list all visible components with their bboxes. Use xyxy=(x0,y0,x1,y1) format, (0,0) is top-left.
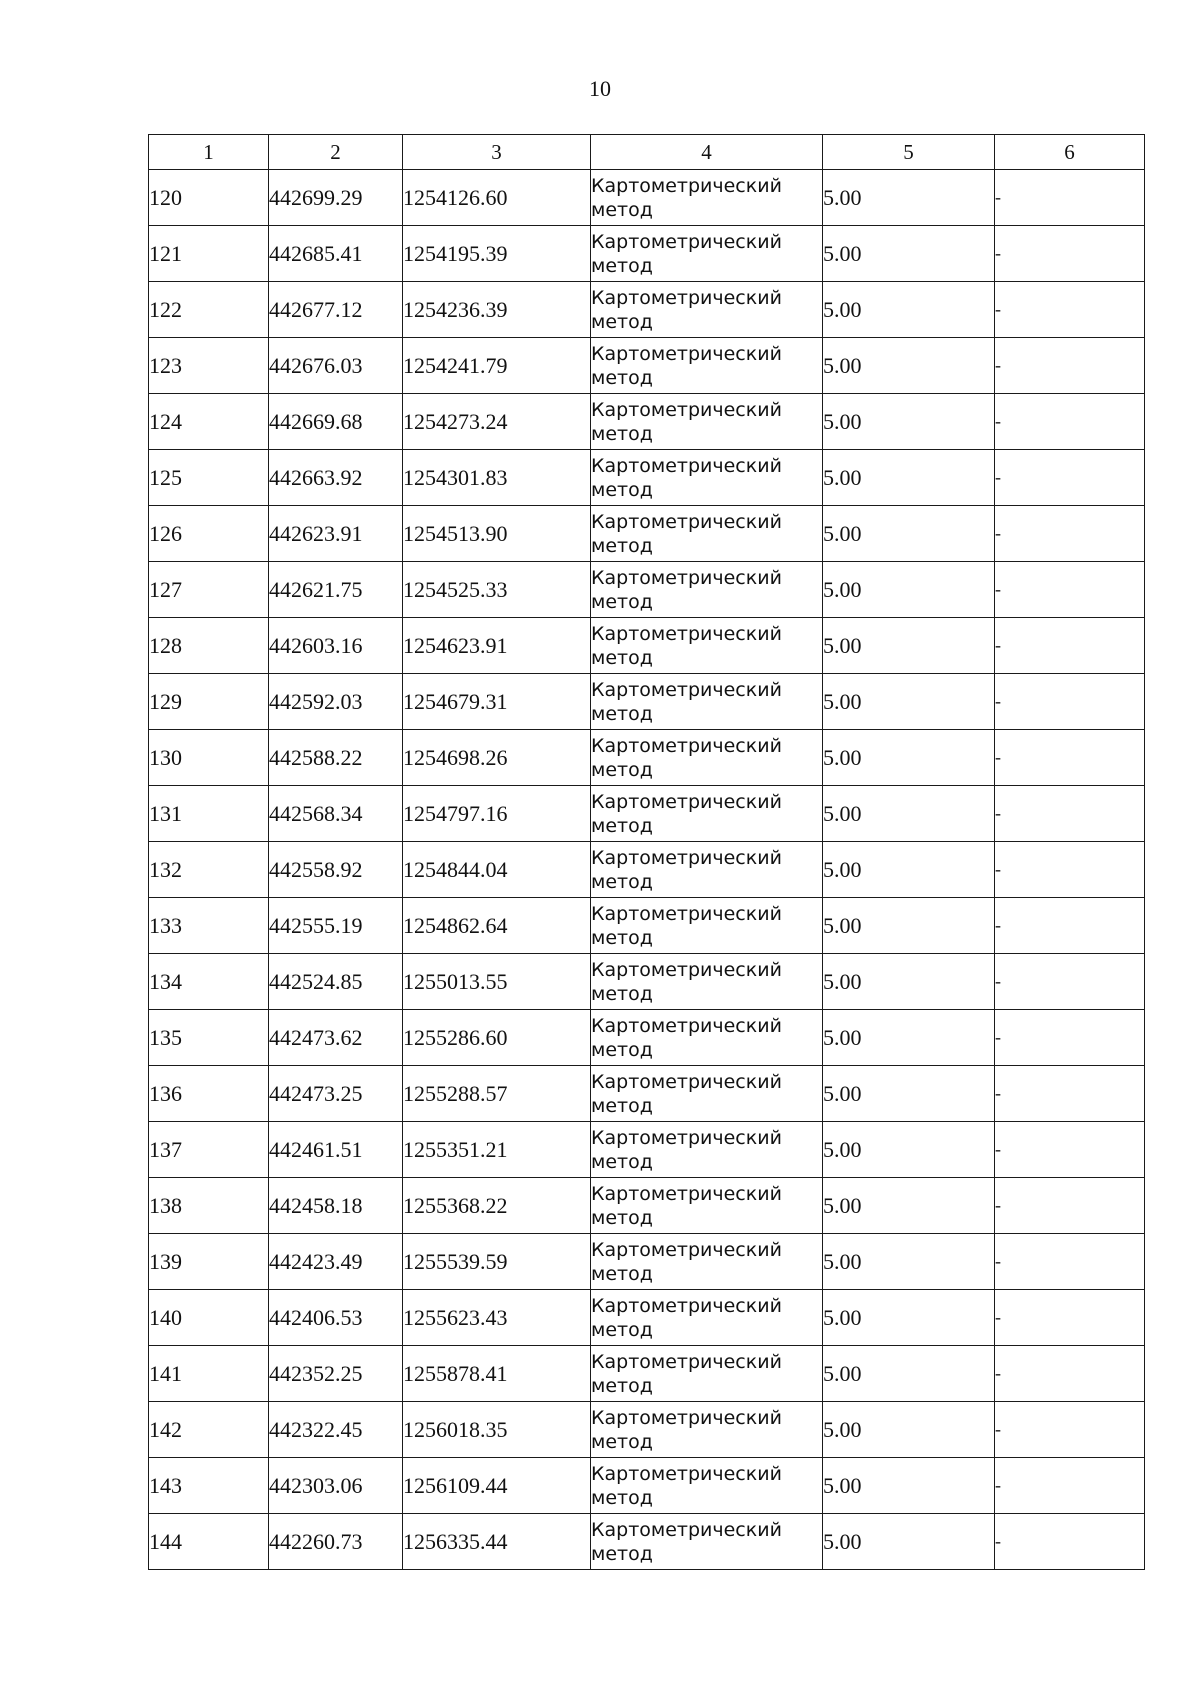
x-coordinate-cell: 442458.18 xyxy=(269,1178,403,1234)
x-coordinate-cell: 442623.91 xyxy=(269,506,403,562)
note-cell: - xyxy=(995,170,1145,226)
note-cell: - xyxy=(995,1458,1145,1514)
method-line-1: Картометрический xyxy=(591,1238,782,1261)
method-line-1: Картометрический xyxy=(591,1182,782,1205)
method-line-2: метод xyxy=(591,1038,653,1061)
method-cell xyxy=(591,1514,823,1570)
note-cell: - xyxy=(995,226,1145,282)
table-row xyxy=(149,506,1145,562)
y-coordinate-cell: 1254862.64 xyxy=(403,898,591,954)
method-line-2: метод xyxy=(591,870,653,893)
point-number-cell: 122 xyxy=(149,282,269,338)
note-cell: - xyxy=(995,1290,1145,1346)
method-line-2: метод xyxy=(591,254,653,277)
method-line-1: Картометрический xyxy=(591,958,782,981)
method-line-2: метод xyxy=(591,478,653,501)
point-number-cell: 129 xyxy=(149,674,269,730)
table-row xyxy=(149,170,1145,226)
x-coordinate-cell: 442473.25 xyxy=(269,1066,403,1122)
point-number-cell: 142 xyxy=(149,1402,269,1458)
column-header-5: 5 xyxy=(823,135,995,170)
column-header-2: 2 xyxy=(269,135,403,170)
precision-cell: 5.00 xyxy=(823,394,995,450)
method-cell xyxy=(591,1458,823,1514)
note-cell: - xyxy=(995,1010,1145,1066)
precision-cell: 5.00 xyxy=(823,562,995,618)
precision-cell: 5.00 xyxy=(823,1346,995,1402)
method-line-2: метод xyxy=(591,646,653,669)
method-cell xyxy=(591,450,823,506)
y-coordinate-cell: 1255351.21 xyxy=(403,1122,591,1178)
method-line-2: метод xyxy=(591,1318,653,1341)
note-cell: - xyxy=(995,1122,1145,1178)
x-coordinate-cell: 442588.22 xyxy=(269,730,403,786)
method-line-2: метод xyxy=(591,1206,653,1229)
method-line-2: метод xyxy=(591,758,653,781)
note-cell: - xyxy=(995,282,1145,338)
note-cell: - xyxy=(995,1234,1145,1290)
method-line-1: Картометрический xyxy=(591,174,782,197)
table-row xyxy=(149,562,1145,618)
point-number-cell: 121 xyxy=(149,226,269,282)
x-coordinate-cell: 442558.92 xyxy=(269,842,403,898)
table-row xyxy=(149,1122,1145,1178)
table-row xyxy=(149,786,1145,842)
note-cell: - xyxy=(995,898,1145,954)
method-cell xyxy=(591,170,823,226)
note-cell: - xyxy=(995,1514,1145,1570)
precision-cell: 5.00 xyxy=(823,1066,995,1122)
y-coordinate-cell: 1255286.60 xyxy=(403,1010,591,1066)
table-row xyxy=(149,1458,1145,1514)
y-coordinate-cell: 1256018.35 xyxy=(403,1402,591,1458)
table-row xyxy=(149,394,1145,450)
table-row xyxy=(149,338,1145,394)
precision-cell: 5.00 xyxy=(823,1234,995,1290)
method-line-1: Картометрический xyxy=(591,846,782,869)
method-cell xyxy=(591,226,823,282)
table-row xyxy=(149,450,1145,506)
note-cell: - xyxy=(995,394,1145,450)
y-coordinate-cell: 1254698.26 xyxy=(403,730,591,786)
point-number-cell: 128 xyxy=(149,618,269,674)
method-line-2: метод xyxy=(591,1262,653,1285)
note-cell: - xyxy=(995,1402,1145,1458)
precision-cell: 5.00 xyxy=(823,1290,995,1346)
method-line-2: метод xyxy=(591,310,653,333)
table-row xyxy=(149,1402,1145,1458)
method-cell xyxy=(591,1346,823,1402)
precision-cell: 5.00 xyxy=(823,1178,995,1234)
x-coordinate-cell: 442685.41 xyxy=(269,226,403,282)
method-line-1: Картометрический xyxy=(591,1294,782,1317)
point-number-cell: 143 xyxy=(149,1458,269,1514)
method-cell xyxy=(591,1066,823,1122)
method-line-1: Картометрический xyxy=(591,790,782,813)
table-row xyxy=(149,1234,1145,1290)
precision-cell: 5.00 xyxy=(823,282,995,338)
method-line-2: метод xyxy=(591,1374,653,1397)
method-line-2: метод xyxy=(591,198,653,221)
point-number-cell: 137 xyxy=(149,1122,269,1178)
precision-cell: 5.00 xyxy=(823,954,995,1010)
table-row xyxy=(149,674,1145,730)
note-cell: - xyxy=(995,338,1145,394)
x-coordinate-cell: 442663.92 xyxy=(269,450,403,506)
header-row xyxy=(149,135,1145,170)
method-cell xyxy=(591,1010,823,1066)
x-coordinate-cell: 442352.25 xyxy=(269,1346,403,1402)
y-coordinate-cell: 1254679.31 xyxy=(403,674,591,730)
method-line-1: Картометрический xyxy=(591,1350,782,1373)
x-coordinate-cell: 442568.34 xyxy=(269,786,403,842)
method-line-2: метод xyxy=(591,702,653,725)
table-row xyxy=(149,1178,1145,1234)
note-cell: - xyxy=(995,786,1145,842)
x-coordinate-cell: 442555.19 xyxy=(269,898,403,954)
table-row xyxy=(149,1010,1145,1066)
method-cell xyxy=(591,1178,823,1234)
method-line-1: Картометрический xyxy=(591,510,782,533)
method-line-1: Картометрический xyxy=(591,678,782,701)
table-body xyxy=(149,170,1145,1570)
precision-cell: 5.00 xyxy=(823,1122,995,1178)
precision-cell: 5.00 xyxy=(823,618,995,674)
point-number-cell: 131 xyxy=(149,786,269,842)
method-cell xyxy=(591,954,823,1010)
precision-cell: 5.00 xyxy=(823,1010,995,1066)
note-cell: - xyxy=(995,674,1145,730)
table-row xyxy=(149,1066,1145,1122)
point-number-cell: 126 xyxy=(149,506,269,562)
point-number-cell: 123 xyxy=(149,338,269,394)
method-line-1: Картометрический xyxy=(591,566,782,589)
point-number-cell: 141 xyxy=(149,1346,269,1402)
precision-cell: 5.00 xyxy=(823,898,995,954)
point-number-cell: 124 xyxy=(149,394,269,450)
method-line-2: метод xyxy=(591,422,653,445)
y-coordinate-cell: 1254623.91 xyxy=(403,618,591,674)
method-cell xyxy=(591,786,823,842)
y-coordinate-cell: 1254797.16 xyxy=(403,786,591,842)
method-line-1: Картометрический xyxy=(591,734,782,757)
y-coordinate-cell: 1255878.41 xyxy=(403,1346,591,1402)
y-coordinate-cell: 1254236.39 xyxy=(403,282,591,338)
method-line-1: Картометрический xyxy=(591,230,782,253)
table-row xyxy=(149,842,1145,898)
precision-cell: 5.00 xyxy=(823,1402,995,1458)
table-row xyxy=(149,1514,1145,1570)
point-number-cell: 125 xyxy=(149,450,269,506)
method-line-1: Картометрический xyxy=(591,286,782,309)
y-coordinate-cell: 1254844.04 xyxy=(403,842,591,898)
x-coordinate-cell: 442592.03 xyxy=(269,674,403,730)
method-line-2: метод xyxy=(591,814,653,837)
method-line-2: метод xyxy=(591,1094,653,1117)
method-cell xyxy=(591,394,823,450)
note-cell: - xyxy=(995,842,1145,898)
point-number-cell: 132 xyxy=(149,842,269,898)
x-coordinate-cell: 442423.49 xyxy=(269,1234,403,1290)
method-line-2: метод xyxy=(591,1542,653,1565)
precision-cell: 5.00 xyxy=(823,338,995,394)
method-line-1: Картометрический xyxy=(591,398,782,421)
note-cell: - xyxy=(995,450,1145,506)
point-number-cell: 144 xyxy=(149,1514,269,1570)
y-coordinate-cell: 1254126.60 xyxy=(403,170,591,226)
method-line-1: Картометрический xyxy=(591,1014,782,1037)
method-line-1: Картометрический xyxy=(591,902,782,925)
method-cell xyxy=(591,898,823,954)
precision-cell: 5.00 xyxy=(823,506,995,562)
point-number-cell: 127 xyxy=(149,562,269,618)
precision-cell: 5.00 xyxy=(823,450,995,506)
method-line-1: Картометрический xyxy=(591,1070,782,1093)
coordinates-table xyxy=(148,134,1145,1570)
point-number-cell: 139 xyxy=(149,1234,269,1290)
x-coordinate-cell: 442524.85 xyxy=(269,954,403,1010)
y-coordinate-cell: 1255539.59 xyxy=(403,1234,591,1290)
point-number-cell: 134 xyxy=(149,954,269,1010)
note-cell: - xyxy=(995,506,1145,562)
column-header-4: 4 xyxy=(591,135,823,170)
column-header-1: 1 xyxy=(149,135,269,170)
method-line-2: метод xyxy=(591,1486,653,1509)
method-line-2: метод xyxy=(591,1430,653,1453)
method-cell xyxy=(591,1234,823,1290)
y-coordinate-cell: 1254273.24 xyxy=(403,394,591,450)
point-number-cell: 135 xyxy=(149,1010,269,1066)
precision-cell: 5.00 xyxy=(823,674,995,730)
method-line-2: метод xyxy=(591,982,653,1005)
precision-cell: 5.00 xyxy=(823,842,995,898)
table-row xyxy=(149,730,1145,786)
method-line-1: Картометрический xyxy=(591,1462,782,1485)
y-coordinate-cell: 1254513.90 xyxy=(403,506,591,562)
method-cell xyxy=(591,618,823,674)
method-line-2: метод xyxy=(591,926,653,949)
precision-cell: 5.00 xyxy=(823,226,995,282)
x-coordinate-cell: 442699.29 xyxy=(269,170,403,226)
table-row xyxy=(149,954,1145,1010)
method-line-1: Картометрический xyxy=(591,1406,782,1429)
x-coordinate-cell: 442603.16 xyxy=(269,618,403,674)
method-cell xyxy=(591,730,823,786)
y-coordinate-cell: 1256335.44 xyxy=(403,1514,591,1570)
table-row xyxy=(149,282,1145,338)
x-coordinate-cell: 442677.12 xyxy=(269,282,403,338)
y-coordinate-cell: 1256109.44 xyxy=(403,1458,591,1514)
note-cell: - xyxy=(995,730,1145,786)
point-number-cell: 136 xyxy=(149,1066,269,1122)
point-number-cell: 130 xyxy=(149,730,269,786)
precision-cell: 5.00 xyxy=(823,1514,995,1570)
precision-cell: 5.00 xyxy=(823,730,995,786)
point-number-cell: 133 xyxy=(149,898,269,954)
point-number-cell: 140 xyxy=(149,1290,269,1346)
note-cell: - xyxy=(995,618,1145,674)
method-line-1: Картометрический xyxy=(591,1518,782,1541)
precision-cell: 5.00 xyxy=(823,170,995,226)
method-line-2: метод xyxy=(591,366,653,389)
table-header xyxy=(149,135,1145,170)
page-number: 10 xyxy=(589,76,611,101)
x-coordinate-cell: 442473.62 xyxy=(269,1010,403,1066)
method-line-2: метод xyxy=(591,534,653,557)
note-cell: - xyxy=(995,954,1145,1010)
method-line-1: Картометрический xyxy=(591,1126,782,1149)
y-coordinate-cell: 1255013.55 xyxy=(403,954,591,1010)
y-coordinate-cell: 1255623.43 xyxy=(403,1290,591,1346)
y-coordinate-cell: 1254301.83 xyxy=(403,450,591,506)
method-cell xyxy=(591,1290,823,1346)
method-line-1: Картометрический xyxy=(591,342,782,365)
method-line-1: Картометрический xyxy=(591,622,782,645)
table-row xyxy=(149,1346,1145,1402)
table-row xyxy=(149,618,1145,674)
method-cell xyxy=(591,1402,823,1458)
note-cell: - xyxy=(995,1178,1145,1234)
column-header-3: 3 xyxy=(403,135,591,170)
method-line-2: метод xyxy=(591,1150,653,1173)
note-cell: - xyxy=(995,562,1145,618)
y-coordinate-cell: 1254195.39 xyxy=(403,226,591,282)
method-cell xyxy=(591,506,823,562)
x-coordinate-cell: 442676.03 xyxy=(269,338,403,394)
point-number-cell: 120 xyxy=(149,170,269,226)
table-row xyxy=(149,226,1145,282)
note-cell: - xyxy=(995,1066,1145,1122)
y-coordinate-cell: 1255288.57 xyxy=(403,1066,591,1122)
x-coordinate-cell: 442406.53 xyxy=(269,1290,403,1346)
x-coordinate-cell: 442260.73 xyxy=(269,1514,403,1570)
note-cell: - xyxy=(995,1346,1145,1402)
y-coordinate-cell: 1254241.79 xyxy=(403,338,591,394)
x-coordinate-cell: 442322.45 xyxy=(269,1402,403,1458)
x-coordinate-cell: 442303.06 xyxy=(269,1458,403,1514)
table-row xyxy=(149,1290,1145,1346)
precision-cell: 5.00 xyxy=(823,1458,995,1514)
x-coordinate-cell: 442461.51 xyxy=(269,1122,403,1178)
column-header-6: 6 xyxy=(995,135,1145,170)
method-line-1: Картометрический xyxy=(591,454,782,477)
x-coordinate-cell: 442621.75 xyxy=(269,562,403,618)
table-row xyxy=(149,898,1145,954)
method-cell xyxy=(591,562,823,618)
y-coordinate-cell: 1254525.33 xyxy=(403,562,591,618)
method-cell xyxy=(591,282,823,338)
method-cell xyxy=(591,1122,823,1178)
method-line-2: метод xyxy=(591,590,653,613)
point-number-cell: 138 xyxy=(149,1178,269,1234)
x-coordinate-cell: 442669.68 xyxy=(269,394,403,450)
precision-cell: 5.00 xyxy=(823,786,995,842)
method-cell xyxy=(591,842,823,898)
method-cell xyxy=(591,338,823,394)
y-coordinate-cell: 1255368.22 xyxy=(403,1178,591,1234)
method-cell xyxy=(591,674,823,730)
